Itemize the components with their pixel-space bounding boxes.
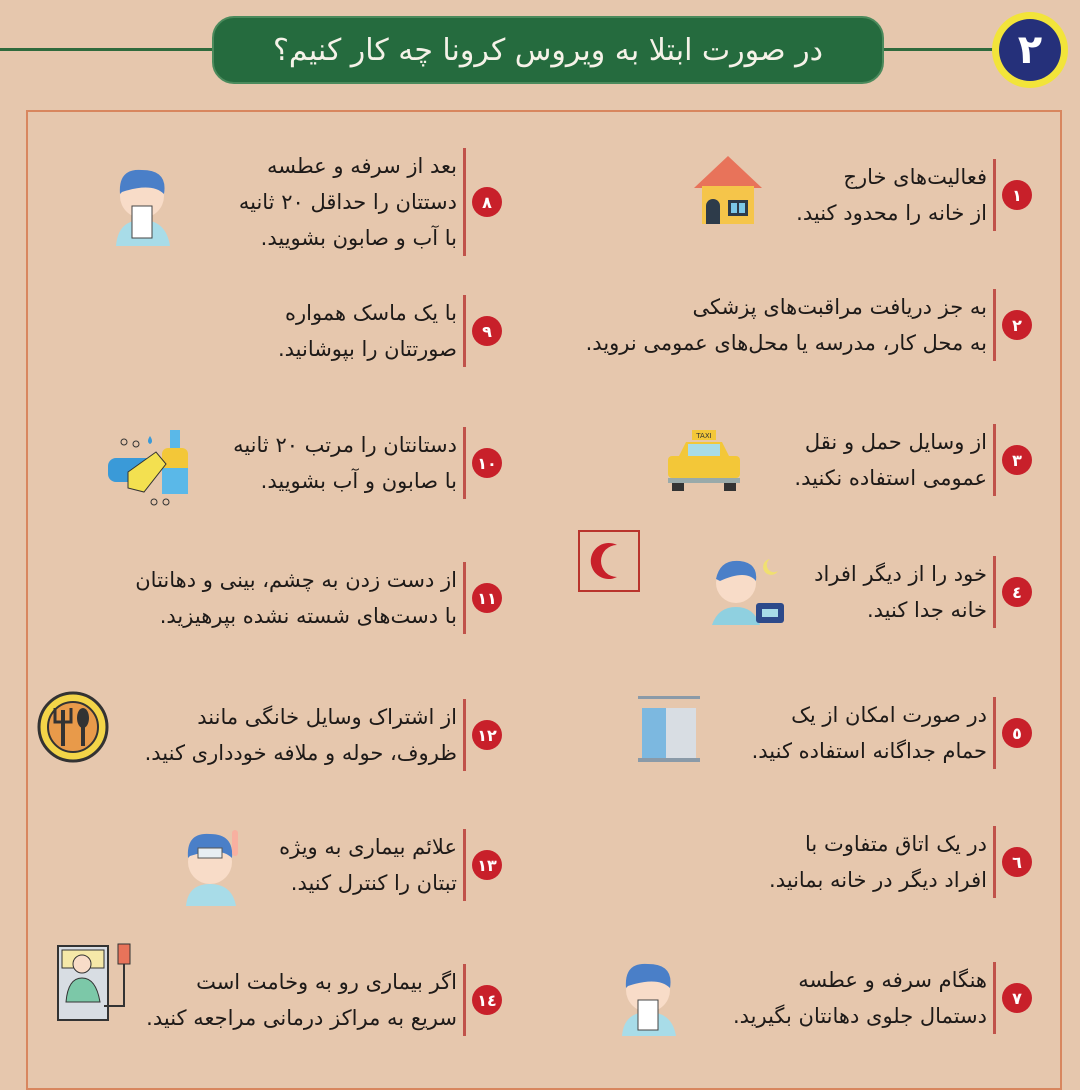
tip-line: هنگام سرفه و عطسه [798,968,987,992]
tip-item-8 [239,148,502,256]
tip-item-13 [279,829,502,901]
tip-number: ۲ [1002,310,1032,340]
tip-number: ۱۱ [472,583,502,613]
divider [993,962,996,1034]
divider [993,424,996,496]
divider [463,427,466,499]
tip-line: با صابون و آب بشویید. [260,469,457,493]
tip-number: ٤ [1002,577,1032,607]
page-title [212,16,884,84]
tip-line: تبتان را کنترل کنید. [290,871,457,895]
tip-line: خود را از دیگر افراد [814,562,987,586]
tip-item-14 [146,964,502,1036]
tip-line: از خانه را محدود کنید. [796,201,987,225]
tip-line: از اشتراک وسایل خانگی مانند [197,705,457,729]
hospital-bed-icon [54,942,136,1024]
tip-number: ۱ [1002,180,1032,210]
house-icon [690,152,766,228]
page-title-text: در صورت ابتلا به ویروس کرونا چه کار کنیم؟ [272,32,824,68]
tip-item-3 [794,424,1032,496]
tip-line: در صورت امکان از یک [791,703,987,727]
tip-line: با یک ماسک همواره [285,301,457,325]
divider [993,697,996,769]
tip-item-4 [814,556,1032,628]
tip-item-11 [135,562,502,634]
tip-number: ۷ [1002,983,1032,1013]
tip-number: ۱۳ [472,850,502,880]
tip-item-12 [145,699,502,771]
fever-person-icon [180,828,246,906]
tip-line: اگر بیماری رو به وخامت است [196,970,457,994]
shower-icon [636,692,702,764]
tip-line: دستمال جلوی دهانتان بگیرید. [732,1004,987,1028]
divider [463,148,466,256]
divider [993,826,996,898]
tip-line: افراد دیگر در خانه بمانید. [769,868,987,892]
divider [993,556,996,628]
tip-line: دستانتان را مرتب ۲۰ ثانیه [233,433,457,457]
divider [993,289,996,361]
tip-line: فعالیت‌های خارج [843,165,987,189]
tip-number: ۱۰ [472,448,502,478]
tip-line: به جز دریافت مراقبت‌های پزشکی [692,295,987,319]
tip-item-9 [278,295,502,367]
tip-number: ۸ [472,187,502,217]
tip-item-6 [769,826,1032,898]
sneezing-person-icon [108,164,178,250]
divider [463,295,466,367]
divider [463,562,466,634]
tip-item-7 [733,962,1032,1034]
tip-item-2 [586,289,1032,361]
divider [463,829,466,901]
crescent-icon [587,539,631,583]
tip-line: دستتان را حداقل ۲۰ ثانیه [238,190,457,214]
divider [993,159,996,231]
tip-line: به محل کار، مدرسه یا محل‌های عمومی نروید. [585,331,987,355]
section-number-badge [992,12,1068,88]
taxi-icon [664,428,744,492]
tip-line: با دست‌های شسته نشده بپرهیزید. [159,604,457,628]
tip-line: ظروف، حوله و ملافه خودداری کنید. [144,741,457,765]
header-line-left [0,48,212,51]
hand-washing-icon [104,422,194,508]
tip-line: با آب و صابون بشویید. [260,226,457,250]
tip-item-5 [752,697,1032,769]
tip-line: صورتتان را بپوشانید. [277,337,457,361]
divider [463,699,466,771]
tip-number: ۱۲ [472,720,502,750]
section-number: ۲ [999,19,1061,81]
tip-line: عمومی استفاده نکنید. [794,466,987,490]
taxi-sign-text: TAXI [696,432,712,440]
tip-line: سریع به مراکز درمانی مراجعه کنید. [146,1006,457,1030]
tip-number: ٦ [1002,847,1032,877]
tip-line: از دست زدن به چشم، بینی و دهانتان [135,568,457,592]
tip-item-1 [796,159,1032,231]
tip-number: ١٤ [472,985,502,1015]
isolated-person-icon [708,555,786,627]
red-crescent-logo [578,530,644,592]
tip-number: ۳ [1002,445,1032,475]
divider [463,964,466,1036]
tip-line: علائم بیماری به ویژه [279,835,457,859]
tip-number: ۹ [472,316,502,346]
tip-number: ٥ [1002,718,1032,748]
tip-item-10 [233,427,502,499]
tip-line: بعد از سرفه و عطسه [266,154,457,178]
cutlery-icon [36,690,110,764]
tip-line: از وسایل حمل و نقل [804,430,987,454]
sneezing-person-icon [614,958,684,1038]
header-line-right [884,48,994,51]
tip-line: حمام جداگانه استفاده کنید. [751,739,987,763]
tip-line: در یک اتاق متفاوت با [805,832,987,856]
tip-line: خانه جدا کنید. [866,598,987,622]
